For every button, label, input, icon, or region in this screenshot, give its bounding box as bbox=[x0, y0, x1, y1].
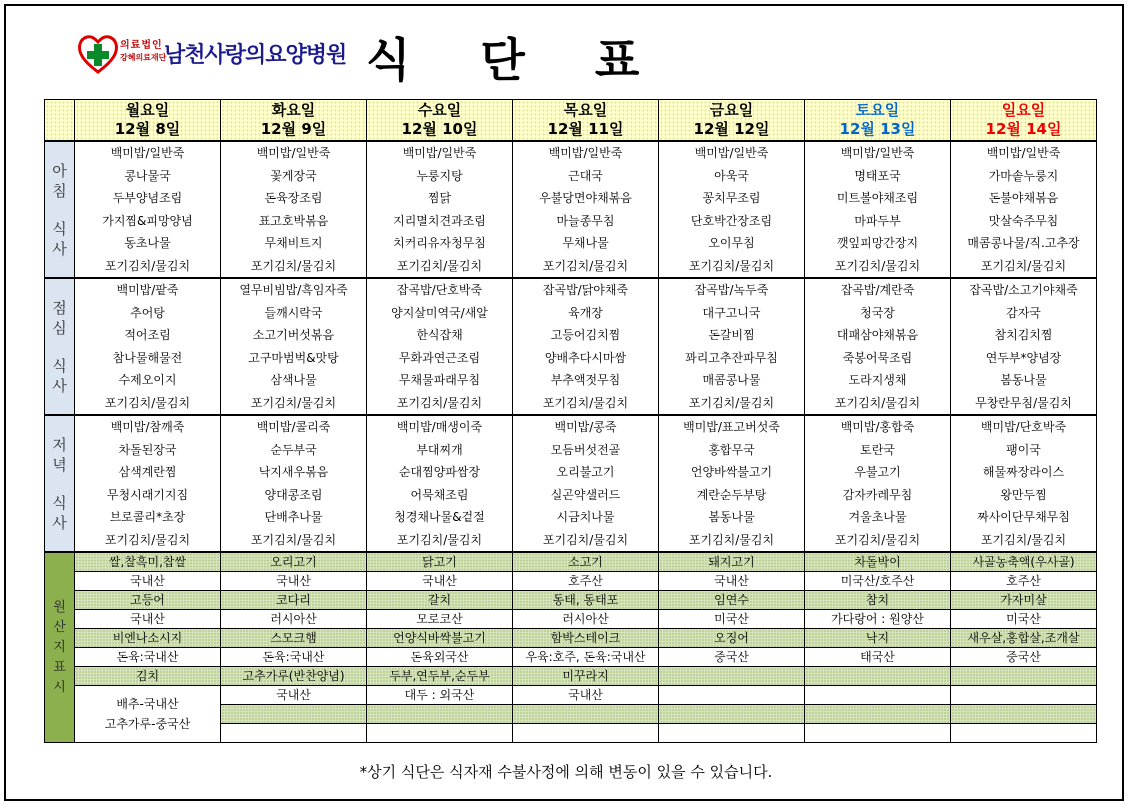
menu-item: 마늘종무침 bbox=[556, 213, 615, 228]
menu-item: 포기김치/물김치 bbox=[542, 532, 629, 547]
origin-item: 새우살,홍합살,조개살 bbox=[951, 629, 1097, 648]
menu-item: 돈불야채볶음 bbox=[988, 191, 1059, 205]
origin-row bbox=[45, 686, 1097, 705]
meal-cell bbox=[805, 415, 951, 552]
menu-item: 백미밥/일반죽 bbox=[110, 146, 185, 160]
meal-label-bottom: 식사 bbox=[52, 356, 67, 395]
menu-item: 포기김치/물김치 bbox=[688, 395, 775, 410]
menu-item: 꽈리고추잔파무침 bbox=[685, 350, 778, 365]
menu-item: 해물짜장라이스 bbox=[982, 465, 1065, 479]
menu-item: 찜닭 bbox=[427, 191, 452, 205]
menu-item: 청경채나물&겉절 bbox=[394, 510, 485, 524]
origin-source: 가다랑어 : 원양산 bbox=[805, 610, 951, 629]
menu-item: 누룽지탕 bbox=[416, 168, 463, 183]
meal-label bbox=[45, 415, 75, 552]
origin-source: 돈육:국내산 bbox=[75, 648, 221, 667]
day-name: 목요일 bbox=[563, 101, 608, 119]
footer-note: *상기 식단은 식자재 수불사정에 의해 변동이 있을 수 있습니다. bbox=[359, 763, 773, 781]
meal-cell bbox=[221, 141, 367, 278]
origin-row bbox=[45, 572, 1097, 591]
menu-item: 잡곡밥/닭야채죽 bbox=[542, 283, 629, 297]
menu-item: 포기김치/물김치 bbox=[688, 258, 775, 273]
day-header bbox=[951, 100, 1097, 142]
day-date: 12월 9일 bbox=[260, 120, 327, 138]
menu-item: 낙지새우볶음 bbox=[258, 465, 329, 479]
menu-item: 꽁치무조림 bbox=[702, 191, 761, 205]
origin-source: 중국산 bbox=[659, 648, 805, 667]
menu-item: 토란국 bbox=[860, 442, 895, 457]
origin-source: 돈육:국내산 bbox=[221, 648, 367, 667]
meal-cell bbox=[367, 141, 513, 278]
origin-source: 우육:호주, 돈육:국내산 bbox=[513, 648, 659, 667]
origin-source: 중국산 bbox=[951, 648, 1097, 667]
menu-item: 브로콜리*초장 bbox=[109, 510, 186, 524]
menu-item: 봄동나물 bbox=[708, 510, 755, 524]
menu-item: 깻잎피망간장지 bbox=[836, 236, 919, 250]
origin-source: 태국산 bbox=[805, 648, 951, 667]
menu-item: 돈갈비찜 bbox=[708, 328, 755, 342]
origin-item bbox=[951, 667, 1097, 686]
menu-item: 왕만두찜 bbox=[1000, 487, 1047, 502]
menu-table bbox=[44, 99, 1096, 754]
menu-item: 감자국 bbox=[1006, 305, 1041, 320]
menu-item: 명태포국 bbox=[854, 168, 901, 183]
menu-item: 적어조림 bbox=[124, 328, 171, 342]
menu-item: 포기김치/물김치 bbox=[980, 258, 1067, 273]
meal-cell bbox=[805, 278, 951, 415]
origin-source bbox=[659, 686, 805, 705]
menu-sheet bbox=[4, 4, 1124, 801]
menu-item: 무채비트지 bbox=[264, 236, 323, 250]
menu-item: 수제오이지 bbox=[118, 373, 177, 387]
meal-cell bbox=[951, 141, 1097, 278]
menu-item: 열무비빔밥/흑임자죽 bbox=[239, 283, 348, 297]
menu-item: 봄동나물 bbox=[1000, 373, 1047, 387]
day-date: 12월 12일 bbox=[693, 120, 770, 138]
origin-item: 김치 bbox=[75, 667, 221, 686]
menu-item: 포기김치/물김치 bbox=[104, 258, 191, 273]
menu-item: 포기김치/물김치 bbox=[104, 395, 191, 410]
meal-cell bbox=[75, 278, 221, 415]
org-sub: 강혜의료재단 bbox=[120, 53, 167, 62]
origin-row bbox=[45, 591, 1097, 610]
origin-item: 가자미살 bbox=[951, 591, 1097, 610]
menu-item: 꽃게장국 bbox=[270, 168, 317, 183]
origin-item bbox=[659, 705, 805, 724]
menu-item: 포기김치/물김치 bbox=[542, 395, 629, 410]
day-date: 12월 11일 bbox=[547, 120, 624, 138]
origin-row bbox=[45, 667, 1097, 686]
origin-item: 미꾸라지 bbox=[513, 667, 659, 686]
origin-item bbox=[951, 705, 1097, 724]
menu-item: 백미밥/일반죽 bbox=[986, 146, 1061, 160]
menu-item: 포기김치/물김치 bbox=[834, 395, 921, 410]
menu-item: 잡곡밥/단호박죽 bbox=[396, 283, 483, 297]
origin-item: 함박스테이크 bbox=[513, 629, 659, 648]
meal-cell bbox=[659, 278, 805, 415]
menu-item: 부대찌개 bbox=[416, 442, 463, 457]
menu-item: 매콤콩나물/직.고추장 bbox=[967, 236, 1080, 250]
menu-item: 차돌된장국 bbox=[118, 442, 177, 457]
origin-source: 국내산 bbox=[513, 686, 659, 705]
menu-item: 백미밥/일반죽 bbox=[840, 146, 915, 160]
origin-item bbox=[221, 705, 367, 724]
origin-source: 국내산 bbox=[75, 572, 221, 591]
origin-source: 모로코산 bbox=[367, 610, 513, 629]
meal-row bbox=[45, 141, 1097, 278]
origin-item: 낙지 bbox=[805, 629, 951, 648]
day-name: 화요일 bbox=[271, 101, 316, 119]
origin-source bbox=[951, 686, 1097, 705]
origin-source bbox=[805, 724, 951, 743]
day-header bbox=[513, 100, 659, 142]
origin-source: 호주산 bbox=[513, 572, 659, 591]
menu-item: 고등어김치찜 bbox=[550, 328, 621, 342]
meal-label bbox=[45, 141, 75, 278]
origin-item: 고등어 bbox=[75, 591, 221, 610]
menu-item: 한식잡채 bbox=[416, 328, 463, 342]
origin-item: 두부,연두부,순두부 bbox=[367, 667, 513, 686]
kimchi-detail-2: 고추가루-중국산 bbox=[104, 717, 191, 731]
origin-source: 대두 : 외국산 bbox=[367, 686, 513, 705]
menu-item: 가마솥누룽지 bbox=[988, 168, 1059, 183]
menu-item: 오리불고기 bbox=[556, 465, 615, 479]
meal-cell bbox=[75, 141, 221, 278]
menu-item: 청국장 bbox=[860, 305, 895, 320]
day-date: 12월 13일 bbox=[839, 120, 916, 138]
origin-item: 쌀,찰흑미,찹쌀 bbox=[75, 552, 221, 572]
origin-item: 갈치 bbox=[367, 591, 513, 610]
meal-cell bbox=[367, 278, 513, 415]
meal-label-top: 점심 bbox=[52, 298, 67, 337]
menu-item: 잡곡밥/녹두죽 bbox=[694, 283, 769, 297]
menu-item: 포기김치/물김치 bbox=[104, 532, 191, 547]
menu-item: 백미밥/단호박죽 bbox=[980, 420, 1067, 434]
menu-item: 참치김치찜 bbox=[994, 328, 1053, 342]
meal-cell bbox=[513, 141, 659, 278]
meal-cell bbox=[75, 415, 221, 552]
meal-cell bbox=[805, 141, 951, 278]
day-date: 12월 14일 bbox=[985, 120, 1062, 138]
origin-item: 임연수 bbox=[659, 591, 805, 610]
origin-row bbox=[45, 648, 1097, 667]
meal-label bbox=[45, 278, 75, 415]
menu-item: 치커리유자청무침 bbox=[393, 236, 486, 250]
menu-item: 매콤콩나물 bbox=[702, 373, 761, 387]
menu-item: 백미밥/참깨죽 bbox=[110, 420, 185, 434]
day-header bbox=[221, 100, 367, 142]
menu-item: 대패삼야채볶음 bbox=[836, 328, 919, 342]
menu-item: 겨울초나물 bbox=[848, 510, 907, 524]
menu-item: 양대콩조림 bbox=[264, 487, 323, 502]
menu-item: 무채물파래무침 bbox=[398, 373, 481, 387]
menu-item: 근대국 bbox=[568, 168, 603, 183]
menu-item: 무화과연근조림 bbox=[398, 350, 481, 365]
origin-source: 돈육외국산 bbox=[367, 648, 513, 667]
day-header bbox=[75, 100, 221, 142]
menu-item: 대구고니국 bbox=[702, 305, 761, 320]
menu-item: 단호박간장조림 bbox=[690, 213, 773, 228]
header bbox=[46, 16, 1096, 96]
origin-item: 언양식바싹불고기 bbox=[367, 629, 513, 648]
origin-item bbox=[367, 705, 513, 724]
menu-item: 우불당면야채볶음 bbox=[539, 191, 632, 205]
menu-item: 포기김치/물김치 bbox=[396, 395, 483, 410]
hospital-logo bbox=[78, 32, 348, 80]
menu-item: 들깨시락국 bbox=[264, 305, 323, 320]
meal-cell bbox=[659, 141, 805, 278]
origin-source: 국내산 bbox=[367, 572, 513, 591]
menu-item: 백미밥/팥죽 bbox=[116, 283, 179, 297]
menu-item: 백미밥/표고버섯죽 bbox=[683, 420, 780, 434]
day-name: 월요일 bbox=[125, 101, 170, 119]
origin-item: 돼지고기 bbox=[659, 552, 805, 572]
origin-source: 미국산/호주산 bbox=[805, 572, 951, 591]
origin-source: 러시아산 bbox=[221, 610, 367, 629]
origin-item bbox=[659, 667, 805, 686]
meal-row bbox=[45, 278, 1097, 415]
menu-item: 잡곡밥/소고기야채죽 bbox=[969, 283, 1078, 297]
menu-item: 무창란무침/물김치 bbox=[975, 395, 1072, 410]
menu-item: 무청시래기지짐 bbox=[106, 487, 189, 502]
menu-item: 언양바싹불고기 bbox=[690, 465, 773, 479]
day-header bbox=[805, 100, 951, 142]
meal-label-bottom: 식사 bbox=[52, 493, 67, 532]
day-name: 토요일 bbox=[855, 101, 900, 119]
origin-source bbox=[805, 686, 951, 705]
origin-label-text: 원산지표시 bbox=[53, 599, 66, 695]
day-header-row bbox=[45, 100, 1097, 142]
menu-item: 포기김치/물김치 bbox=[688, 532, 775, 547]
menu-item: 연두부*양념장 bbox=[985, 350, 1062, 365]
meal-cell bbox=[951, 278, 1097, 415]
origin-source bbox=[513, 724, 659, 743]
origin-row bbox=[45, 610, 1097, 629]
origin-label bbox=[45, 552, 75, 743]
origin-source: 미국산 bbox=[951, 610, 1097, 629]
origin-source: 미국산 bbox=[659, 610, 805, 629]
menu-item: 잡곡밥/계란죽 bbox=[840, 283, 915, 297]
origin-item: 사골농축액(우사골) bbox=[951, 552, 1097, 572]
origin-item bbox=[513, 705, 659, 724]
meal-cell bbox=[221, 415, 367, 552]
origin-source: 국내산 bbox=[221, 572, 367, 591]
menu-item: 삼색나물 bbox=[270, 373, 317, 387]
menu-item: 우불고기 bbox=[854, 465, 901, 479]
menu-item: 포기김치/물김치 bbox=[834, 532, 921, 547]
menu-item: 포기김치/물김치 bbox=[980, 532, 1067, 547]
menu-item: 무채나물 bbox=[562, 236, 609, 250]
origin-item: 소고기 bbox=[513, 552, 659, 572]
menu-item: 표고호박볶음 bbox=[258, 213, 329, 228]
menu-item: 포기김치/물김치 bbox=[250, 532, 337, 547]
menu-item: 삼색계란찜 bbox=[118, 465, 177, 479]
menu-item: 모듬버섯전골 bbox=[550, 442, 621, 457]
meal-cell bbox=[659, 415, 805, 552]
menu-item: 소고기버섯볶음 bbox=[252, 328, 335, 342]
menu-item: 참나물해물전 bbox=[112, 350, 183, 365]
hospital-name: 남천사랑의요양병원 bbox=[164, 43, 347, 68]
menu-item: 도라지생채 bbox=[848, 373, 907, 387]
menu-item: 죽봉어묵조림 bbox=[842, 350, 913, 365]
menu-item: 백미밥/일반죽 bbox=[694, 146, 769, 160]
menu-item: 돈육장조림 bbox=[264, 191, 323, 205]
menu-item: 백미밥/콜리죽 bbox=[256, 420, 331, 434]
menu-item: 포기김치/물김치 bbox=[250, 258, 337, 273]
meal-cell bbox=[513, 278, 659, 415]
day-name: 일요일 bbox=[1001, 101, 1046, 119]
origin-item: 스모크햄 bbox=[221, 629, 367, 648]
menu-item: 지리멸치견과조림 bbox=[393, 213, 486, 228]
menu-item: 감자카레무침 bbox=[842, 487, 913, 502]
menu-item: 동초나물 bbox=[124, 236, 171, 250]
menu-item: 홍합무국 bbox=[708, 442, 755, 457]
kimchi-detail-1: 배추-국내산 bbox=[116, 697, 179, 711]
menu-item: 백미밥/콩죽 bbox=[554, 420, 617, 434]
menu-item: 어묵채조림 bbox=[410, 487, 469, 502]
menu-item: 백미밥/매생이죽 bbox=[396, 420, 483, 434]
origin-item: 비엔나소시지 bbox=[75, 629, 221, 648]
meal-label-bottom: 식사 bbox=[52, 219, 67, 258]
menu-item: 양지살미역국/새알 bbox=[391, 305, 488, 320]
menu-item: 순두부국 bbox=[270, 442, 317, 457]
origin-item: 차돌박이 bbox=[805, 552, 951, 572]
page-title: 식단표 bbox=[366, 33, 710, 87]
origin-item bbox=[805, 667, 951, 686]
menu-item: 육개장 bbox=[568, 305, 603, 320]
menu-item: 백미밥/일반죽 bbox=[548, 146, 623, 160]
origin-source bbox=[659, 724, 805, 743]
origin-source: 국내산 bbox=[659, 572, 805, 591]
day-date: 12월 8일 bbox=[114, 120, 181, 138]
menu-item: 콩나물국 bbox=[124, 168, 171, 183]
menu-item: 단배추나물 bbox=[264, 510, 323, 524]
origin-item: 동태, 동태포 bbox=[513, 591, 659, 610]
origin-row bbox=[45, 552, 1097, 572]
origin-item: 고추가루(반찬양념) bbox=[221, 667, 367, 686]
day-date: 12월 10일 bbox=[401, 120, 478, 138]
meal-cell bbox=[951, 415, 1097, 552]
menu-item: 팽이국 bbox=[1006, 442, 1041, 457]
menu-item: 두부양념조림 bbox=[112, 191, 183, 205]
meal-cell bbox=[513, 415, 659, 552]
menu-item: 계란순두부탕 bbox=[696, 487, 767, 502]
origin-source: 러시아산 bbox=[513, 610, 659, 629]
origin-source: 국내산 bbox=[75, 610, 221, 629]
menu-item: 백미밥/홍합죽 bbox=[840, 420, 915, 434]
menu-item: 실곤약샐러드 bbox=[550, 487, 621, 502]
menu-item: 부추액젓무침 bbox=[550, 373, 621, 387]
meal-row bbox=[45, 415, 1097, 552]
menu-item: 순대찜양파쌈장 bbox=[398, 465, 481, 479]
origin-item: 닭고기 bbox=[367, 552, 513, 572]
meal-cell bbox=[221, 278, 367, 415]
meal-label-top: 아침 bbox=[52, 161, 67, 200]
menu-item: 고구마범벅&맛탕 bbox=[248, 350, 339, 365]
day-header bbox=[659, 100, 805, 142]
origin-source bbox=[367, 724, 513, 743]
origin-source bbox=[951, 724, 1097, 743]
menu-item: 맛살숙주무침 bbox=[988, 213, 1059, 228]
menu-item: 포기김치/물김치 bbox=[542, 258, 629, 273]
menu-item: 추어탕 bbox=[130, 305, 165, 320]
menu-item: 포기김치/물김치 bbox=[396, 532, 483, 547]
origin-item: 참치 bbox=[805, 591, 951, 610]
origin-source: 호주산 bbox=[951, 572, 1097, 591]
menu-item: 포기김치/물김치 bbox=[396, 258, 483, 273]
origin-item: 코다리 bbox=[221, 591, 367, 610]
menu-item: 백미밥/일반죽 bbox=[402, 146, 477, 160]
org-name: 의료법인 bbox=[120, 40, 163, 51]
menu-item: 오이무침 bbox=[708, 236, 755, 250]
meal-cell bbox=[367, 415, 513, 552]
meal-label-top: 저녁 bbox=[52, 435, 67, 474]
origin-row bbox=[45, 629, 1097, 648]
origin-item bbox=[805, 705, 951, 724]
day-header bbox=[367, 100, 513, 142]
menu-item: 아욱국 bbox=[714, 168, 749, 183]
menu-item: 시금치나물 bbox=[556, 510, 615, 524]
kimchi-origin-detail bbox=[75, 686, 221, 743]
origin-source bbox=[221, 724, 367, 743]
menu-item: 마파두부 bbox=[854, 213, 901, 228]
menu-item: 포기김치/물김치 bbox=[250, 395, 337, 410]
menu-item: 짜사이단무채무침 bbox=[977, 510, 1070, 524]
origin-item: 오리고기 bbox=[221, 552, 367, 572]
menu-item: 가지찜&피망양념 bbox=[102, 213, 193, 228]
menu-item: 백미밥/일반죽 bbox=[256, 146, 331, 160]
day-name: 금요일 bbox=[709, 101, 754, 119]
menu-item: 포기김치/물김치 bbox=[834, 258, 921, 273]
origin-source: 국내산 bbox=[221, 686, 367, 705]
menu-item: 미트볼야채조림 bbox=[836, 191, 919, 205]
heart-cross-icon bbox=[78, 34, 118, 74]
day-name: 수요일 bbox=[417, 101, 462, 119]
origin-item: 오징어 bbox=[659, 629, 805, 648]
menu-item: 양배추다시마쌈 bbox=[544, 350, 627, 365]
corner-cell bbox=[45, 100, 75, 142]
